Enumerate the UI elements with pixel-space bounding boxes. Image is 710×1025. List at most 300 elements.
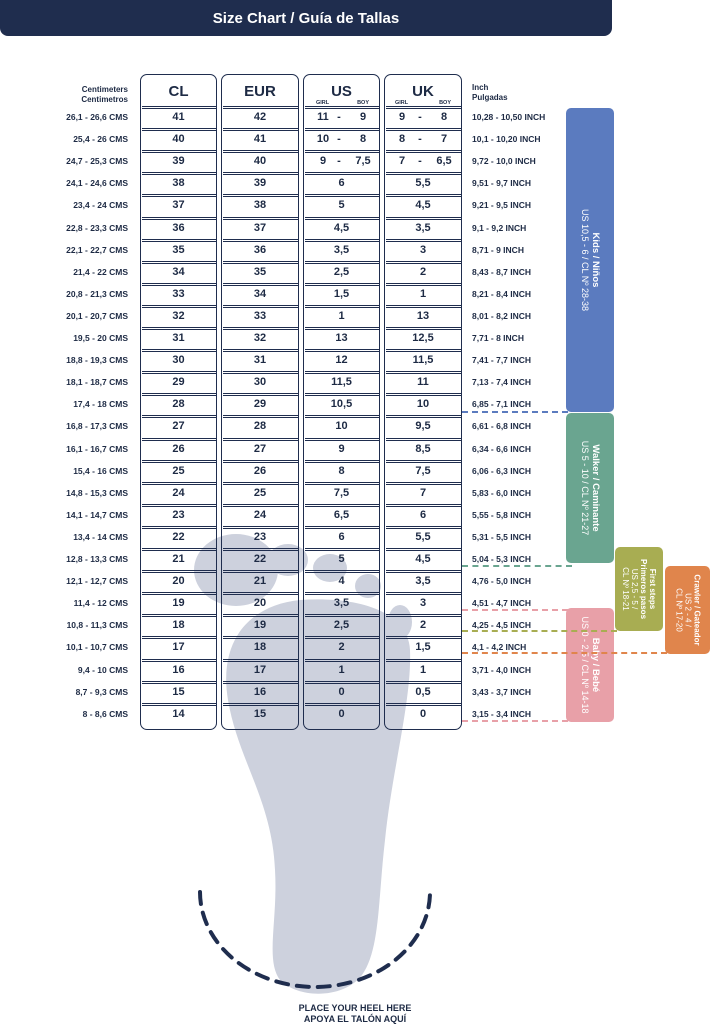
inch-range-cell: 6,85 - 7,1 INCH — [472, 399, 532, 410]
row-divider-line — [305, 614, 379, 615]
eur-size-cell: 37 — [253, 221, 267, 234]
row-divider-line — [305, 681, 379, 682]
row-divider-line — [386, 351, 461, 352]
cl-size-cell: 14 — [172, 707, 185, 720]
row-divider-line — [305, 150, 379, 151]
cl-size-cell: 33 — [172, 287, 185, 300]
row-divider-line — [223, 305, 298, 306]
cm-range-cell: 26,1 - 26,6 CMS — [66, 112, 128, 122]
eur-size-cell: 26 — [253, 464, 267, 477]
cl-size-cell: 41 — [172, 111, 185, 123]
row-divider-line — [223, 263, 298, 264]
us-size-cell: 3,5 — [333, 243, 350, 256]
us-girl-size-cell: 10 — [316, 133, 330, 146]
cl-size-cell: 39 — [172, 155, 185, 168]
row-divider-line — [142, 548, 216, 549]
row-divider-line — [386, 239, 461, 240]
row-divider-line — [305, 329, 379, 330]
row-divider-line — [223, 108, 298, 109]
first-steps-title-en: First steps — [648, 568, 657, 610]
row-divider-line — [223, 681, 298, 682]
row-divider-line — [386, 528, 461, 529]
us-boy-size-cell: 7,5 — [355, 155, 371, 168]
row-divider-line — [223, 373, 298, 374]
us-girl-label: GIRL — [316, 100, 330, 106]
uk-size-cell: 1 — [419, 287, 427, 300]
cm-range-cell: 19,5 - 20 CMS — [73, 333, 128, 343]
row-divider-line — [142, 152, 216, 153]
row-divider-line — [142, 438, 216, 439]
us-size-cell: 6 — [338, 177, 345, 190]
first-steps-title-es: Primeros pasos — [639, 558, 648, 620]
row-divider-line — [223, 415, 298, 416]
row-divider-line — [386, 217, 461, 218]
cm-range-cell: 11,4 - 12 CMS — [73, 598, 128, 609]
us-boy-size-cell: 9 — [359, 111, 367, 123]
uk-size-cell: 2 — [419, 619, 427, 632]
us-size-cell: 0 — [338, 685, 345, 698]
uk-size-cell: 9,5 — [415, 420, 431, 433]
row-divider-line — [223, 327, 298, 328]
walker-band — [566, 413, 614, 563]
eur-size-cell: 38 — [253, 199, 267, 212]
row-divider-line — [386, 659, 461, 660]
row-divider-line — [305, 217, 379, 218]
uk-boy-size-cell: 8 — [440, 111, 448, 123]
row-divider-line — [386, 594, 461, 595]
row-divider-line — [223, 106, 298, 107]
eur-size-cell: 30 — [253, 376, 267, 389]
row-divider-line — [223, 417, 298, 418]
walker-band-text — [579, 441, 601, 536]
cl-size-cell: 31 — [172, 332, 185, 344]
row-divider-line — [386, 395, 461, 396]
row-divider-line — [142, 217, 216, 218]
heel-instruction-en: PLACE YOUR HEEL HERE — [298, 1003, 412, 1013]
eur-size-cell: 31 — [253, 354, 267, 367]
inch-range-cell: 6,61 - 6,8 INCH — [472, 421, 532, 432]
row-divider-line — [305, 305, 379, 306]
row-divider-line — [305, 460, 379, 461]
cm-range-cell: 8,7 - 9,3 CMS — [75, 686, 128, 697]
row-divider-line — [142, 351, 216, 352]
row-divider-line — [305, 592, 379, 593]
row-divider-line — [386, 241, 461, 242]
row-divider-line — [223, 661, 298, 662]
row-divider-line — [386, 307, 461, 308]
inch-header-en: Inch — [472, 83, 489, 92]
row-divider-line — [386, 152, 461, 153]
row-divider-line — [386, 614, 461, 615]
row-divider-line — [386, 548, 461, 549]
cl-size-cell: 15 — [172, 685, 185, 698]
row-divider-line — [223, 705, 298, 706]
row-divider-line — [386, 572, 461, 573]
row-divider-line — [223, 371, 298, 372]
row-divider-line — [142, 506, 216, 507]
crawler-dashed-line — [462, 652, 667, 654]
row-divider-line — [386, 196, 461, 197]
us-boy-size-cell: 8 — [359, 133, 367, 146]
row-divider-line — [386, 592, 461, 593]
cl-size-cell: 21 — [172, 553, 185, 565]
us-size-cell: 8 — [338, 464, 345, 477]
row-divider-line — [142, 550, 216, 551]
cl-size-cell: 37 — [172, 199, 185, 212]
row-divider-line — [142, 636, 216, 637]
row-divider-line — [305, 506, 379, 507]
row-divider-line — [305, 239, 379, 240]
eur-size-cell: 29 — [253, 398, 267, 411]
row-divider-line — [223, 217, 298, 218]
cm-range-cell: 20,1 - 20,7 CMS — [66, 310, 128, 321]
row-divider-line — [223, 261, 298, 262]
row-divider-line — [142, 305, 216, 306]
cm-range-cell: 22,8 - 23,3 CMS — [66, 222, 128, 233]
row-divider-line — [305, 683, 379, 684]
row-divider-line — [386, 506, 461, 507]
cl-size-cell: 34 — [172, 265, 185, 278]
cm-range-cell: 9,4 - 10 CMS — [77, 664, 128, 675]
uk-girl-label: GIRL — [395, 100, 409, 106]
uk-dash-separator: - — [418, 111, 422, 123]
cl-size-cell: 35 — [172, 243, 185, 256]
us-size-cell: 9 — [338, 442, 345, 455]
row-divider-line — [223, 285, 298, 286]
us-size-cell: 4 — [338, 575, 345, 588]
row-divider-line — [386, 460, 461, 461]
row-divider-line — [142, 504, 216, 505]
row-divider-line — [305, 526, 379, 527]
row-divider-line — [386, 482, 461, 483]
eur-size-cell: 42 — [253, 111, 267, 123]
cm-header — [81, 85, 128, 104]
page-title: Size Chart / Guía de Tallas — [212, 9, 400, 27]
row-divider-line — [305, 528, 379, 529]
row-divider-line — [305, 504, 379, 505]
cm-range-cell: 13,4 - 14 CMS — [73, 531, 128, 542]
eur-size-cell: 15 — [253, 707, 267, 720]
row-divider-line — [142, 417, 216, 418]
inch-range-cell: 5,55 - 5,8 INCH — [472, 509, 532, 520]
uk-size-cell: 4,5 — [415, 199, 431, 212]
row-divider-line — [305, 703, 379, 704]
row-divider-line — [223, 194, 298, 195]
row-divider-line — [223, 219, 298, 220]
kids-dashed-line — [462, 411, 568, 413]
row-divider-line — [223, 152, 298, 153]
row-divider-line — [223, 150, 298, 151]
row-divider-line — [142, 261, 216, 262]
row-divider-line — [142, 572, 216, 573]
inch-range-cell: 4,25 - 4,5 INCH — [472, 620, 532, 631]
cl-size-cell: 17 — [172, 641, 185, 654]
row-divider-line — [305, 395, 379, 396]
eur-size-cell: 28 — [253, 420, 267, 433]
eur-size-cell: 23 — [253, 530, 267, 543]
first-steps-band-text — [621, 559, 657, 619]
row-divider-line — [142, 683, 216, 684]
cl-size-cell: 19 — [172, 597, 185, 610]
eur-size-cell: 18 — [253, 641, 267, 654]
eur-size-cell: 17 — [253, 663, 267, 676]
row-divider-line — [305, 349, 379, 350]
row-divider-line — [223, 594, 298, 595]
row-divider-line — [142, 239, 216, 240]
row-divider-line — [386, 219, 461, 220]
row-divider-line — [305, 174, 379, 175]
row-divider-line — [142, 659, 216, 660]
walker-title: Walker / Caminante — [590, 444, 601, 532]
row-divider-line — [142, 681, 216, 682]
us-boy-label: BOY — [357, 100, 369, 106]
row-divider-line — [223, 504, 298, 505]
row-divider-line — [386, 438, 461, 439]
row-divider-line — [142, 616, 216, 617]
row-divider-line — [142, 393, 216, 394]
cm-range-cell: 14,1 - 14,7 CMS — [66, 509, 128, 520]
row-divider-line — [223, 239, 298, 240]
cm-range-cell: 12,8 - 13,3 CMS — [66, 554, 128, 564]
uk-boy-size-cell: 6,5 — [436, 155, 452, 168]
row-divider-line — [223, 592, 298, 593]
row-divider-line — [305, 484, 379, 485]
inch-range-cell: 10,28 - 10,50 INCH — [472, 112, 546, 122]
row-divider-line — [305, 440, 379, 441]
row-divider-line — [142, 462, 216, 463]
row-divider-line — [142, 460, 216, 461]
row-divider-line — [386, 570, 461, 571]
inch-range-cell: 6,34 - 6,6 INCH — [472, 443, 532, 454]
cl-size-cell: 16 — [172, 663, 185, 676]
row-divider-line — [223, 550, 298, 551]
inch-range-cell: 7,41 - 7,7 INCH — [472, 355, 532, 366]
first-steps-range-cl: CL Nº 18-21 — [621, 567, 630, 611]
row-divider-line — [386, 638, 461, 639]
row-divider-line — [223, 614, 298, 615]
cl-size-cell: 27 — [172, 420, 185, 433]
row-divider-line — [142, 440, 216, 441]
row-divider-line — [223, 241, 298, 242]
heel-instruction-es: APOYA EL TALÓN AQUÍ — [303, 1014, 407, 1024]
row-divider-line — [386, 174, 461, 175]
row-divider-line — [223, 329, 298, 330]
eur-size-cell: 20 — [253, 597, 267, 610]
row-divider-line — [142, 703, 216, 704]
first-steps-band — [615, 547, 663, 631]
inch-range-cell: 9,21 - 9,5 INCH — [472, 200, 532, 211]
cm-range-cell: 15,4 - 16 CMS — [73, 465, 128, 476]
uk-size-cell: 6 — [419, 508, 427, 521]
uk-size-cell: 12,5 — [412, 332, 434, 344]
row-divider-line — [386, 128, 461, 129]
row-divider-line — [386, 440, 461, 441]
cl-size-cell: 18 — [172, 619, 185, 632]
cm-range-cell: 24,7 - 25,3 CMS — [66, 156, 128, 167]
us-dash-separator: - — [337, 133, 341, 146]
row-divider-line — [305, 172, 379, 173]
uk-size-cell: 5,5 — [415, 177, 431, 190]
cm-range-cell: 18,1 - 18,7 CMS — [66, 377, 128, 388]
row-divider-line — [305, 415, 379, 416]
inch-range-cell: 10,1 - 10,20 INCH — [472, 134, 541, 145]
row-divider-line — [223, 128, 298, 129]
inch-range-cell: 7,13 - 7,4 INCH — [472, 377, 532, 388]
us-size-cell: 2,5 — [333, 619, 350, 632]
uk-size-cell: 3 — [419, 597, 427, 610]
inch-header-es: Pulgadas — [472, 92, 508, 102]
row-divider-line — [386, 504, 461, 505]
eur-size-cell: 36 — [253, 243, 267, 256]
us-dash-separator: - — [337, 155, 341, 168]
us-size-cell: 5 — [338, 199, 345, 212]
row-divider-line — [223, 172, 298, 173]
cl-size-cell: 36 — [172, 221, 185, 234]
row-divider-line — [223, 703, 298, 704]
uk-dash-separator: - — [418, 133, 422, 146]
us-size-cell: 1,5 — [333, 287, 350, 300]
baby-band — [566, 608, 614, 722]
heel-instruction — [0, 1003, 710, 1025]
row-divider-line — [223, 460, 298, 461]
row-divider-line — [142, 194, 216, 195]
uk-size-cell: 5,5 — [415, 530, 431, 543]
kids-band-text — [579, 209, 601, 311]
row-divider-line — [142, 263, 216, 264]
row-divider-line — [142, 196, 216, 197]
row-divider-line — [223, 570, 298, 571]
row-divider-line — [223, 506, 298, 507]
walker-dashed-line — [462, 565, 572, 567]
row-divider-line — [223, 484, 298, 485]
cm-header-es: Centimetros — [81, 94, 128, 104]
row-divider-line — [142, 150, 216, 151]
row-divider-line — [305, 283, 379, 284]
row-divider-line — [305, 327, 379, 328]
row-divider-line — [305, 659, 379, 660]
cl-size-cell: 23 — [172, 508, 185, 521]
row-divider-line — [142, 285, 216, 286]
row-divider-line — [142, 371, 216, 372]
uk-size-cell: 11 — [417, 376, 429, 389]
row-divider-line — [142, 327, 216, 328]
baby-top-dashed-line — [462, 609, 568, 611]
first-steps-range-us: US 2,5 - 5 / — [630, 568, 639, 610]
row-divider-line — [223, 393, 298, 394]
row-divider-line — [386, 705, 461, 706]
uk-size-cell: 1,5 — [415, 641, 431, 654]
row-divider-line — [386, 305, 461, 306]
uk-size-cell: 2 — [419, 265, 427, 278]
us-girl-size-cell: 11 — [317, 111, 329, 123]
cm-range-cell: 22,1 - 22,7 CMS — [66, 244, 128, 255]
row-divider-line — [305, 705, 379, 706]
row-divider-line — [305, 194, 379, 195]
us-size-cell: 0 — [338, 707, 345, 720]
row-divider-line — [305, 572, 379, 573]
row-divider-line — [223, 438, 298, 439]
row-divider-line — [223, 395, 298, 396]
row-divider-line — [142, 415, 216, 416]
uk-size-cell: 11,5 — [412, 354, 434, 367]
uk-boy-size-cell: 7 — [440, 133, 448, 146]
crawler-range-cl: CL Nº 17-20 — [674, 588, 683, 632]
row-divider-line — [305, 152, 379, 153]
inch-range-cell: 9,1 - 9,2 INCH — [472, 222, 527, 233]
cl-size-cell: 40 — [172, 133, 185, 146]
baby-bottom-dashed-line — [462, 720, 568, 722]
row-divider-line — [223, 130, 298, 131]
uk-size-cell: 4,5 — [415, 553, 431, 565]
inch-range-cell: 6,06 - 6,3 INCH — [472, 465, 532, 476]
inch-range-cell: 5,04 - 5,3 INCH — [472, 554, 532, 564]
row-divider-line — [223, 659, 298, 660]
cm-range-cell: 20,8 - 21,3 CMS — [66, 288, 128, 299]
inch-range-cell: 4,1 - 4,2 INCH — [472, 642, 527, 653]
inch-range-cell: 3,43 - 3,7 INCH — [472, 686, 532, 697]
row-divider-line — [142, 172, 216, 173]
eur-size-cell: 22 — [253, 553, 267, 565]
row-divider-line — [386, 349, 461, 350]
kids-range: US 10,5 - 6 / CL Nº 28-38 — [580, 208, 590, 312]
inch-range-cell: 8,43 - 8,7 INCH — [472, 266, 532, 277]
row-divider-line — [386, 681, 461, 682]
row-divider-line — [305, 570, 379, 571]
row-divider-line — [142, 528, 216, 529]
row-divider-line — [305, 616, 379, 617]
us-size-cell: 13 — [335, 332, 348, 344]
row-divider-line — [305, 393, 379, 394]
us-dash-separator: - — [337, 111, 341, 123]
uk-size-cell: 3 — [419, 243, 427, 256]
eur-size-cell: 32 — [253, 332, 267, 344]
cl-column-header: CL — [168, 83, 189, 100]
row-divider-line — [142, 241, 216, 242]
row-divider-line — [142, 128, 216, 129]
row-divider-line — [386, 327, 461, 328]
inch-range-cell: 9,72 - 10,0 INCH — [472, 156, 536, 167]
eur-size-cell: 27 — [253, 442, 267, 455]
row-divider-line — [386, 393, 461, 394]
row-divider-line — [305, 130, 379, 131]
cl-size-cell: 29 — [172, 376, 185, 389]
row-divider-line — [223, 349, 298, 350]
eur-size-cell: 19 — [253, 619, 267, 632]
row-divider-line — [142, 661, 216, 662]
row-divider-line — [386, 108, 461, 109]
row-divider-line — [386, 683, 461, 684]
cm-range-cell: 10,8 - 11,3 CMS — [66, 620, 128, 631]
row-divider-line — [305, 106, 379, 107]
cl-size-cell: 22 — [172, 530, 185, 543]
row-divider-line — [142, 106, 216, 107]
row-divider-line — [223, 616, 298, 617]
row-divider-line — [386, 106, 461, 107]
us-size-cell: 6,5 — [333, 508, 350, 521]
us-girl-size-cell: 9 — [319, 155, 327, 168]
inch-range-cell: 8,71 - 9 INCH — [472, 244, 524, 255]
cl-size-cell: 24 — [172, 486, 185, 499]
cl-size-cell: 20 — [172, 575, 185, 588]
uk-size-cell: 3,5 — [415, 221, 431, 234]
row-divider-line — [386, 329, 461, 330]
eur-size-cell: 40 — [253, 155, 267, 168]
eur-size-cell: 33 — [253, 309, 267, 322]
cm-range-cell: 16,8 - 17,3 CMS — [66, 421, 128, 432]
row-divider-line — [386, 636, 461, 637]
row-divider-line — [142, 395, 216, 396]
row-divider-line — [142, 130, 216, 131]
